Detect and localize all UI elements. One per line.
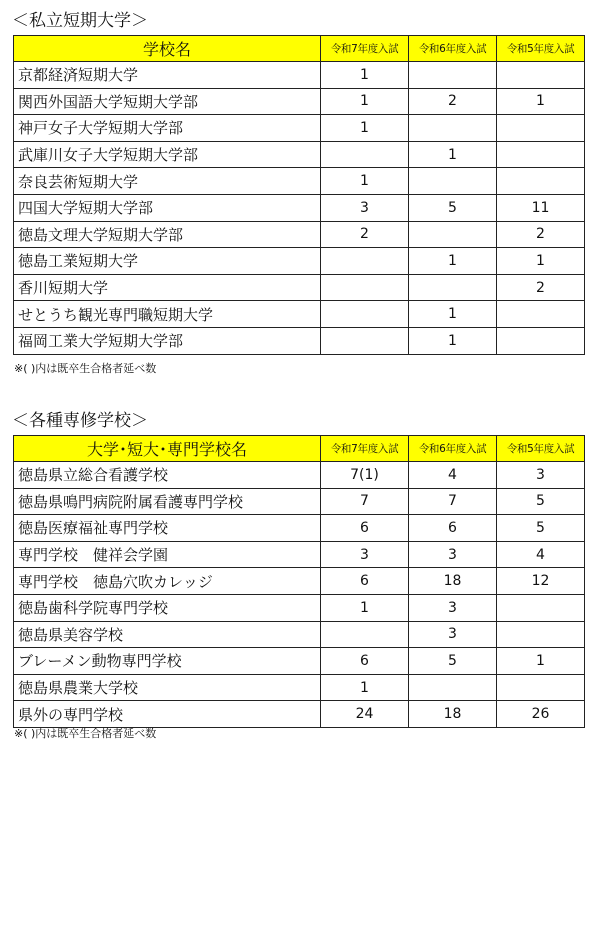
table-row (14, 462, 585, 489)
school-name-cell: 徳島県鳴門病院附属看護専門学校 (14, 488, 321, 515)
r6-count-cell (409, 115, 497, 142)
r5-count-cell: 1 (497, 648, 585, 675)
r6-count-cell: 1 (409, 248, 497, 275)
r6-count-cell: 1 (409, 327, 497, 354)
table-row (14, 221, 585, 248)
table-row (14, 115, 585, 142)
school-name-cell: 京都経済短期大学 (14, 62, 321, 89)
table-row (14, 274, 585, 301)
r5-count-cell: 1 (497, 248, 585, 275)
school-name-cell: 神戸女子大学短期大学部 (14, 115, 321, 142)
r6-count-cell: 7 (409, 488, 497, 515)
school-name-cell: 四国大学短期大学部 (14, 194, 321, 221)
table-row (14, 62, 585, 89)
r6-count-cell: 18 (409, 701, 497, 728)
header-row (14, 436, 585, 462)
r6-count-cell: 5 (409, 648, 497, 675)
r5-count-cell: 11 (497, 194, 585, 221)
r5-count-cell (497, 115, 585, 142)
table-row (14, 594, 585, 621)
table-row (14, 541, 585, 568)
r7-count-cell: 2 (321, 221, 409, 248)
table-row (14, 568, 585, 595)
table-row (14, 674, 585, 701)
school-name-cell: 奈良芸術短期大学 (14, 168, 321, 195)
r7-count-cell: 7 (321, 488, 409, 515)
table-row (14, 515, 585, 542)
r6-count-cell: 5 (409, 194, 497, 221)
table-row (14, 301, 585, 328)
school-name-cell: 徳島医療福祉専門学校 (14, 515, 321, 542)
r7-count-cell (321, 301, 409, 328)
r7-count-cell: 7(1) (321, 462, 409, 489)
r5-count-cell: 3 (497, 462, 585, 489)
r6-count-cell: 1 (409, 141, 497, 168)
r7-count-cell: 1 (321, 594, 409, 621)
r5-count-cell: 5 (497, 488, 585, 515)
r7-count-cell: 6 (321, 648, 409, 675)
school-name-cell: 香川短期大学 (14, 274, 321, 301)
r7-count-cell (321, 274, 409, 301)
school-name-cell: せとうち観光専門職短期大学 (14, 301, 321, 328)
table-row (14, 248, 585, 275)
school-name-cell: 徳島県農業大学校 (14, 674, 321, 701)
r7-count-cell: 1 (321, 88, 409, 115)
r7-count-cell (321, 248, 409, 275)
r7-count-cell: 1 (321, 115, 409, 142)
school-name-cell: 徳島工業短期大学 (14, 248, 321, 275)
footnote-vocational-schools: ※( )内は既卒生合格者延べ数 (14, 727, 157, 740)
table-row (14, 488, 585, 515)
r5-count-cell: 12 (497, 568, 585, 595)
r7-count-cell: 6 (321, 568, 409, 595)
r5-count-cell: 2 (497, 274, 585, 301)
r5-count-cell (497, 141, 585, 168)
r5-count-cell (497, 62, 585, 89)
r6-count-cell: 18 (409, 568, 497, 595)
school-name-cell: 県外の専門学校 (14, 701, 321, 728)
r7-count-cell: 3 (321, 194, 409, 221)
table-row (14, 648, 585, 675)
school-name-cell: 福岡工業大学短期大学部 (14, 327, 321, 354)
section-title-private-junior-college: ＜私立短期大学＞ (12, 11, 148, 31)
r5-count-cell: 26 (497, 701, 585, 728)
table-row (14, 701, 585, 728)
r7-count-cell: 1 (321, 168, 409, 195)
school-name-cell: 徳島県美容学校 (14, 621, 321, 648)
vocational-schools-table (13, 435, 585, 728)
r5-count-cell (497, 594, 585, 621)
table-row (14, 168, 585, 195)
r5-count-cell (497, 301, 585, 328)
r6-count-cell: 6 (409, 515, 497, 542)
r7-count-cell: 6 (321, 515, 409, 542)
school-name-cell: 徳島県立総合看護学校 (14, 462, 321, 489)
r5-count-cell: 4 (497, 541, 585, 568)
table-row (14, 621, 585, 648)
r6-count-cell: 3 (409, 621, 497, 648)
table-row (14, 88, 585, 115)
header-r6: 令和6年度入試 (409, 36, 497, 62)
private-junior-college-table (13, 35, 585, 355)
r6-count-cell: 3 (409, 594, 497, 621)
header-row (14, 36, 585, 62)
table-row (14, 141, 585, 168)
section-title-vocational-schools: ＜各種専修学校＞ (12, 411, 148, 431)
r6-count-cell: 4 (409, 462, 497, 489)
r6-count-cell (409, 274, 497, 301)
r7-count-cell: 1 (321, 62, 409, 89)
r7-count-cell (321, 621, 409, 648)
school-name-cell: ブレーメン動物専門学校 (14, 648, 321, 675)
header-school-name: 学校名 (14, 36, 321, 62)
r5-count-cell (497, 327, 585, 354)
r6-count-cell: 3 (409, 541, 497, 568)
r5-count-cell (497, 621, 585, 648)
r6-count-cell (409, 168, 497, 195)
school-name-cell: 徳島歯科学院専門学校 (14, 594, 321, 621)
r7-count-cell: 1 (321, 674, 409, 701)
r7-count-cell (321, 327, 409, 354)
r5-count-cell: 5 (497, 515, 585, 542)
header-r5: 令和5年度入試 (497, 36, 585, 62)
r6-count-cell (409, 221, 497, 248)
header-r6: 令和6年度入試 (409, 436, 497, 462)
header-r7: 令和7年度入試 (321, 36, 409, 62)
school-name-cell: 関西外国語大学短期大学部 (14, 88, 321, 115)
header-r7: 令和7年度入試 (321, 436, 409, 462)
r7-count-cell (321, 141, 409, 168)
r6-count-cell (409, 674, 497, 701)
r5-count-cell: 2 (497, 221, 585, 248)
table-row (14, 327, 585, 354)
school-name-cell: 専門学校 徳島穴吹カレッジ (14, 568, 321, 595)
r5-count-cell: 1 (497, 88, 585, 115)
r6-count-cell (409, 62, 497, 89)
school-name-cell: 専門学校 健祥会学園 (14, 541, 321, 568)
r5-count-cell (497, 168, 585, 195)
r6-count-cell: 1 (409, 301, 497, 328)
r7-count-cell: 24 (321, 701, 409, 728)
table-row (14, 194, 585, 221)
school-name-cell: 徳島文理大学短期大学部 (14, 221, 321, 248)
header-r5: 令和5年度入試 (497, 436, 585, 462)
r5-count-cell (497, 674, 585, 701)
r6-count-cell: 2 (409, 88, 497, 115)
footnote-private-junior-college: ※( )内は既卒生合格者延べ数 (14, 362, 157, 375)
school-name-cell: 武庫川女子大学短期大学部 (14, 141, 321, 168)
r7-count-cell: 3 (321, 541, 409, 568)
header-school-name: 大学･短大･専門学校名 (14, 436, 321, 462)
